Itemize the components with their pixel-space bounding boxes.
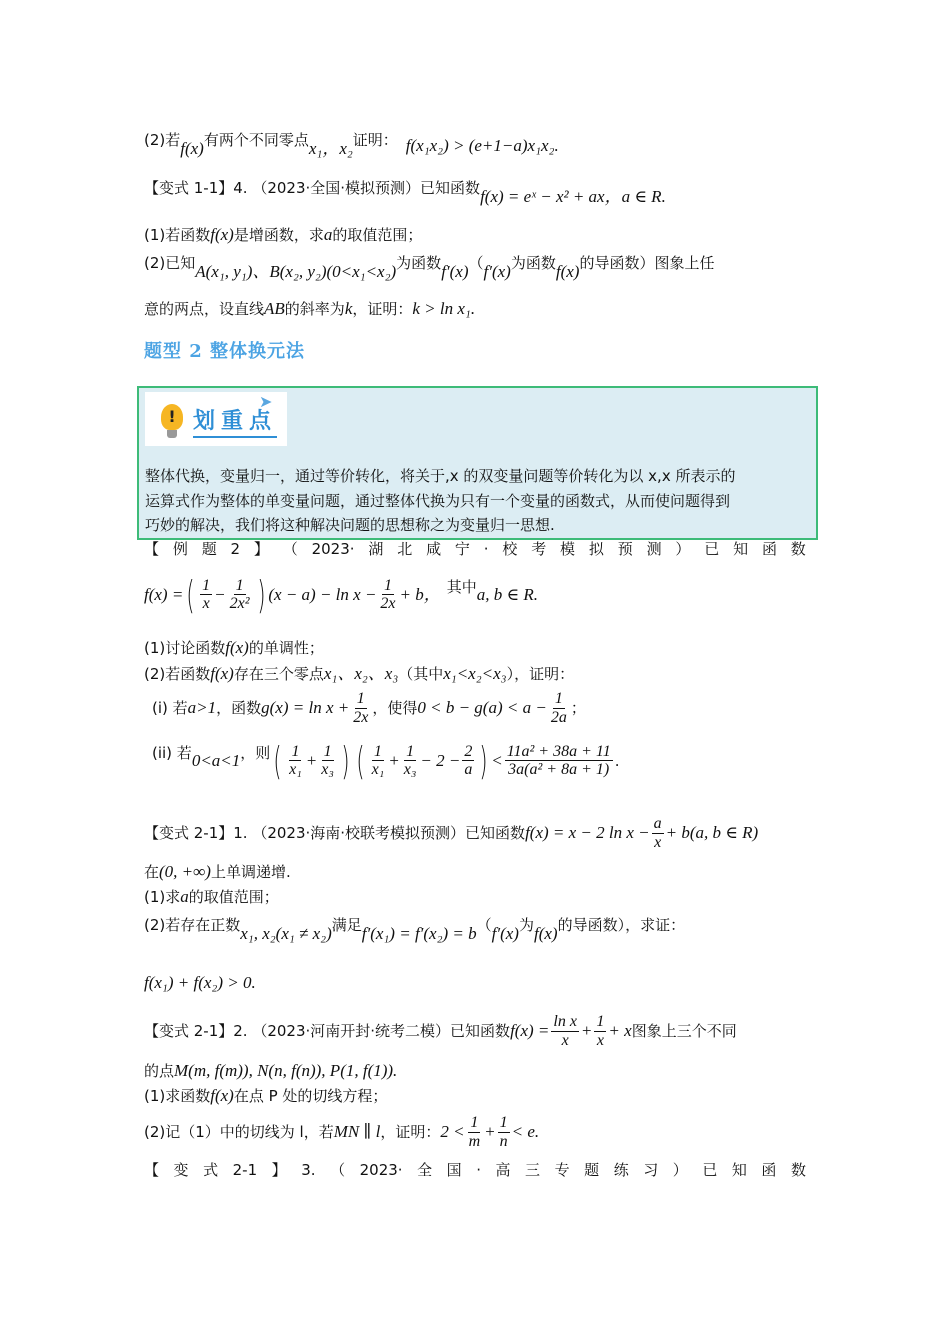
num: 1 bbox=[235, 576, 244, 594]
variant-1-1-4-q2 bbox=[144, 253, 806, 281]
fraction bbox=[467, 1114, 483, 1151]
paren: ) bbox=[479, 739, 488, 783]
title-char: 2 bbox=[230, 540, 241, 558]
variant-2-1-1-q2 bbox=[144, 915, 806, 943]
math: f(x₁) + f(x₂) > 0. bbox=[144, 973, 256, 992]
text: 意的两点，设直线 bbox=[144, 300, 265, 319]
title-char: 2023· bbox=[311, 540, 355, 558]
math: < bbox=[491, 750, 503, 770]
num: 1 bbox=[356, 690, 365, 707]
title-char: 已 bbox=[702, 1161, 718, 1179]
title-char: 三 bbox=[525, 1161, 541, 1179]
num: 1 bbox=[406, 742, 415, 760]
title-char: 湖 bbox=[368, 540, 384, 558]
text: 【变式 2-1】2. （2023·河南开封·统考二模）已知函数 bbox=[144, 1022, 511, 1041]
text: (1)若函数 bbox=[144, 226, 211, 245]
variant-2-1-1 bbox=[144, 815, 806, 852]
math: f′(x) bbox=[491, 924, 519, 943]
fraction bbox=[551, 1013, 579, 1050]
title-char: 【 bbox=[144, 1161, 160, 1179]
math: 0<a<1 bbox=[191, 750, 241, 770]
num: 1 bbox=[202, 576, 211, 594]
math: (x − a) − ln x − bbox=[268, 584, 377, 604]
math: x₁<x₂<x₃ bbox=[443, 664, 507, 683]
num: a bbox=[653, 815, 662, 832]
text: 的单调性； bbox=[248, 639, 324, 658]
text: 为函数 bbox=[396, 254, 442, 273]
example-2-function bbox=[144, 573, 806, 617]
text: （ bbox=[476, 916, 492, 935]
fraction bbox=[370, 743, 387, 780]
math: g(x) = ln x + bbox=[261, 698, 350, 718]
variant-1-1-4-q2-cont bbox=[144, 299, 806, 319]
proof-part2 bbox=[144, 130, 806, 158]
math: f′(x₁) = f′(x₂) = b bbox=[361, 924, 477, 943]
box-text: 巧妙的解决，我们将这种解决问题的思想称之为变量归一思想. bbox=[145, 516, 555, 534]
example-2-q2 bbox=[144, 664, 806, 684]
text: (2)记（1）中的切线为 l，若 bbox=[144, 1123, 334, 1142]
text: ，函数 bbox=[216, 699, 262, 718]
variant-2-1-3-title bbox=[144, 1161, 806, 1179]
math: a, b ∈ R. bbox=[476, 584, 538, 604]
paren: ) bbox=[256, 573, 266, 617]
math: a bbox=[180, 887, 189, 906]
title-char: （ bbox=[282, 540, 298, 558]
math: f(x) bbox=[210, 225, 234, 244]
math: + b， bbox=[399, 584, 441, 604]
title-char: 3. bbox=[301, 1161, 316, 1179]
text: 有两个不同零点 bbox=[203, 131, 309, 150]
title-char: · bbox=[483, 540, 489, 558]
num: 1 bbox=[470, 1114, 479, 1131]
title-char: 测 bbox=[646, 540, 662, 558]
variant-1-1-4-q1 bbox=[144, 225, 806, 245]
title-char: 模 bbox=[560, 540, 576, 558]
den: 2x² bbox=[229, 595, 250, 613]
text: 存在三个零点 bbox=[233, 665, 324, 684]
math: 2 < bbox=[440, 1122, 465, 1142]
title-char: 2023· bbox=[359, 1161, 403, 1179]
title-char: 预 bbox=[617, 540, 633, 558]
example-2-q2-ii bbox=[152, 739, 814, 783]
variant-1-1-4 bbox=[144, 178, 806, 206]
text: 在点 P 处的切线方程； bbox=[233, 1087, 388, 1106]
fraction bbox=[228, 577, 252, 614]
math: f(x) bbox=[533, 924, 558, 943]
den: 2x bbox=[380, 595, 396, 613]
text: (1)求函数 bbox=[144, 1087, 211, 1106]
text: 【变式 2-1】1. （2023·海南·校联考模拟预测）已知函数 bbox=[144, 824, 526, 843]
math: + bbox=[580, 1021, 593, 1041]
text: (2)若存在正数 bbox=[144, 916, 241, 935]
math: f(x) = eˣ − x² + ax，a ∈ R. bbox=[480, 187, 666, 206]
num: 1 bbox=[373, 742, 382, 760]
text: 在 bbox=[144, 863, 160, 882]
math: A(x₁, y₁)、B(x₂, y₂)(0<x₁<x₂) bbox=[195, 262, 397, 281]
title-char: （ bbox=[330, 1161, 346, 1179]
math: f′(x) bbox=[441, 262, 469, 281]
text: 上单调递增. bbox=[210, 863, 291, 882]
title-char: 知 bbox=[733, 540, 749, 558]
paren: ( bbox=[186, 573, 195, 617]
math: + bbox=[484, 1122, 496, 1142]
variant-2-1-2-q1 bbox=[144, 1086, 806, 1106]
num: 1 bbox=[554, 690, 563, 707]
text: ，证明： bbox=[380, 1123, 441, 1142]
box-text: 整体代换，变量归一，通过等价转化，将关于,x 的双变量问题等价转化为以 x,x 所表示的 bbox=[145, 467, 736, 485]
title-char: 式 bbox=[203, 1161, 219, 1179]
den: x₃ bbox=[321, 761, 334, 779]
text: 【变式 1-1】4. （2023·全国·模拟预测）已知函数 bbox=[144, 179, 481, 198]
key-point-box bbox=[137, 386, 818, 540]
text: (1)讨论函数 bbox=[144, 639, 226, 658]
math: f(x) = bbox=[510, 1021, 550, 1041]
math: (0, +∞) bbox=[159, 862, 211, 881]
math: MN ∥ l bbox=[333, 1122, 381, 1142]
math: + bbox=[388, 750, 400, 770]
text: 是增函数，求 bbox=[233, 226, 324, 245]
math: − bbox=[214, 584, 226, 604]
math: + bbox=[305, 750, 318, 770]
logo-text: 划重点 bbox=[193, 408, 277, 438]
math: f(x) bbox=[210, 1086, 234, 1105]
den: x bbox=[202, 595, 210, 613]
num: 2 bbox=[464, 742, 473, 760]
paren: ( bbox=[356, 739, 365, 783]
math: x₁、x₂、x₃ bbox=[323, 664, 399, 683]
num: 1 bbox=[499, 1114, 508, 1131]
title-char: 2-1 bbox=[232, 1161, 258, 1179]
text: (1)求 bbox=[144, 888, 181, 907]
fraction bbox=[287, 743, 304, 780]
math: k > ln x₁. bbox=[412, 299, 476, 318]
den: m bbox=[468, 1132, 481, 1150]
text: ），证明： bbox=[506, 665, 575, 684]
text: (2)已知 bbox=[144, 254, 196, 273]
text: (ii) 若 bbox=[152, 744, 192, 762]
key-point-logo bbox=[145, 392, 287, 446]
math: x₁，x₂ bbox=[308, 139, 353, 158]
paper-plane-icon: ➤ bbox=[259, 392, 273, 411]
variant-2-1-1-q1 bbox=[144, 887, 806, 907]
text: ，使得 bbox=[372, 699, 418, 718]
title-char: 拟 bbox=[588, 540, 604, 558]
fraction bbox=[498, 1114, 510, 1151]
den: a bbox=[464, 761, 473, 779]
den: n bbox=[499, 1132, 508, 1150]
title-char: 咸 bbox=[426, 540, 442, 558]
num: ln x bbox=[553, 1013, 577, 1030]
fraction bbox=[200, 577, 212, 614]
fraction bbox=[462, 743, 474, 780]
title-char: 例 bbox=[172, 540, 188, 558]
text: 的取值范围； bbox=[332, 226, 423, 245]
math: M(m, f(m)), N(n, f(n)), P(1, f(1)). bbox=[174, 1061, 398, 1080]
text: （其中 bbox=[398, 665, 444, 684]
fraction bbox=[549, 690, 569, 727]
math: AB bbox=[264, 299, 285, 318]
den: x bbox=[561, 1031, 569, 1049]
num: 1 bbox=[323, 742, 332, 760]
math: + x bbox=[608, 1021, 632, 1041]
title-char: 已 bbox=[704, 540, 720, 558]
bulb-base bbox=[167, 430, 177, 438]
variant-2-1-1-q2-cont bbox=[144, 973, 806, 993]
den: x bbox=[596, 1031, 604, 1049]
math: f(x) bbox=[210, 664, 234, 683]
example-2-q1 bbox=[144, 638, 806, 658]
text: 其中 bbox=[446, 578, 477, 596]
variant-2-1-2-cont bbox=[144, 1061, 806, 1081]
text: (2)若 bbox=[144, 131, 181, 150]
title-char: 】 bbox=[253, 540, 269, 558]
text: ，则 bbox=[240, 744, 271, 762]
fraction bbox=[505, 743, 613, 780]
num: 1 bbox=[291, 742, 300, 760]
box-text: 运算式作为整体的单变量问题，通过整体代换为只有一个变量的函数式，从而使问题得到 bbox=[145, 492, 731, 510]
title-char: 数 bbox=[790, 1161, 806, 1179]
variant-2-1-2-q2 bbox=[144, 1114, 806, 1151]
math: x₁, x₂(x₁ ≠ x₂) bbox=[240, 924, 332, 943]
math: − 2 − bbox=[420, 750, 461, 770]
math: f′(x) bbox=[483, 262, 511, 281]
title-char: 函 bbox=[761, 1161, 777, 1179]
den: 3a(a² + 8a + 1) bbox=[508, 761, 610, 779]
text: 证明： bbox=[352, 131, 398, 150]
title-char: 国 bbox=[446, 1161, 462, 1179]
text: 图象上三个不同 bbox=[631, 1022, 737, 1041]
fraction bbox=[351, 690, 370, 727]
text: (i) 若 bbox=[152, 699, 188, 718]
text: (2)若函数 bbox=[144, 665, 211, 684]
fraction bbox=[378, 577, 397, 614]
den: 2a bbox=[550, 708, 567, 726]
title-char: 宁 bbox=[454, 540, 470, 558]
paren: ( bbox=[273, 739, 282, 783]
title-char: 练 bbox=[613, 1161, 629, 1179]
text: . bbox=[614, 752, 620, 770]
text: ，证明： bbox=[352, 300, 413, 319]
math: < e. bbox=[511, 1122, 540, 1142]
text: 为 bbox=[518, 916, 534, 935]
variant-2-1-1-cont bbox=[144, 862, 806, 882]
variant-2-1-2 bbox=[144, 1013, 806, 1050]
title-char: 题 bbox=[584, 1161, 600, 1179]
title-char: ） bbox=[672, 1161, 688, 1179]
math: a bbox=[323, 225, 333, 244]
fraction bbox=[319, 743, 336, 780]
fraction bbox=[594, 1013, 606, 1050]
section-heading: 题型 2 整体换元法 bbox=[144, 341, 306, 362]
title-char: ） bbox=[675, 540, 691, 558]
den: x₃ bbox=[403, 761, 417, 779]
example-2-title bbox=[144, 540, 806, 558]
den: x₁ bbox=[289, 761, 302, 779]
fraction bbox=[652, 815, 664, 852]
text: 的取值范围； bbox=[188, 888, 279, 907]
text: 的导函数），求证： bbox=[557, 916, 686, 935]
math: k bbox=[344, 299, 353, 318]
example-2-q2-i bbox=[152, 690, 814, 727]
title-char: 【 bbox=[144, 540, 160, 558]
title-char: 习 bbox=[643, 1161, 659, 1179]
text: 的斜率为 bbox=[284, 300, 345, 319]
num: 1 bbox=[383, 576, 392, 594]
math: f(x) bbox=[555, 262, 580, 281]
title-char: 】 bbox=[271, 1161, 287, 1179]
math: f(x) bbox=[180, 139, 204, 158]
lightbulb-icon: ! bbox=[161, 404, 183, 430]
math: 0 < b − g(a) < a − bbox=[417, 698, 547, 718]
den: x₁ bbox=[371, 761, 385, 779]
title-char: 函 bbox=[761, 540, 777, 558]
den: x bbox=[654, 833, 662, 851]
title-char: 知 bbox=[731, 1161, 747, 1179]
text: 的点 bbox=[144, 1062, 175, 1081]
text: ； bbox=[570, 699, 586, 718]
fraction bbox=[402, 743, 419, 780]
text: 满足 bbox=[331, 916, 362, 935]
title-char: 题 bbox=[201, 540, 217, 558]
text: 为函数 bbox=[510, 254, 556, 273]
math: f(x₁x₂) > (e+1−a)x₁x₂. bbox=[405, 136, 559, 155]
math: f(x) = bbox=[144, 584, 184, 604]
den: 2x bbox=[353, 708, 369, 726]
text: 的导函数）图象上任 bbox=[579, 254, 715, 273]
title-char: · bbox=[476, 1161, 481, 1179]
title-char: 高 bbox=[495, 1161, 511, 1179]
math: + b(a, b ∈ R) bbox=[665, 823, 759, 843]
paren: ) bbox=[341, 739, 350, 783]
math: f(x) bbox=[225, 638, 249, 657]
title-char: 北 bbox=[397, 540, 413, 558]
title-char: 考 bbox=[531, 540, 547, 558]
title-char: 全 bbox=[417, 1161, 433, 1179]
title-char: 专 bbox=[554, 1161, 570, 1179]
math: f(x) = x − 2 ln x − bbox=[525, 823, 650, 843]
title-char: 数 bbox=[790, 540, 806, 558]
title-char: 变 bbox=[173, 1161, 189, 1179]
num: 11a² + 38a + 11 bbox=[506, 742, 611, 760]
num: 1 bbox=[596, 1013, 605, 1030]
title-char: 校 bbox=[502, 540, 518, 558]
math: a>1 bbox=[187, 698, 217, 718]
text: （ bbox=[468, 254, 484, 273]
